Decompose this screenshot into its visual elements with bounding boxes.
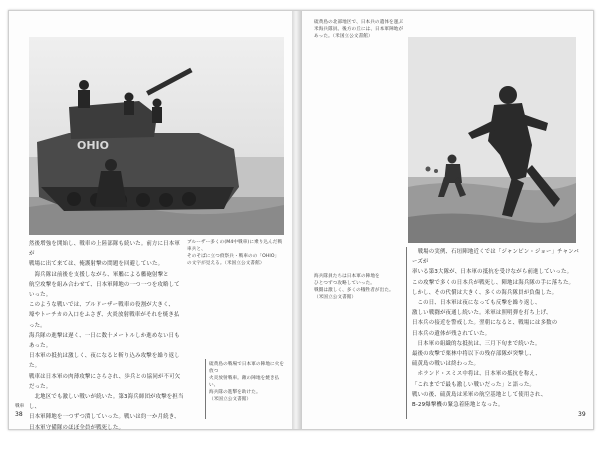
caption-line: ブルーザー多くの(M4中戦車)に乗り込んだ戦車兵と、 — [187, 240, 283, 252]
body-line: 日本兵の遺体が残されていた。 — [412, 330, 491, 337]
caption-line: （米国立公文書館） — [314, 295, 357, 300]
page-number-right: 39 — [578, 411, 586, 418]
body-line: 然後増強を開始し、戦車の上陸部隊も続いた。前方に日本軍が — [29, 241, 180, 258]
body-line: 「これまでで最も激しい戦いだった」と語った。 — [412, 381, 535, 388]
body-line: 率いる第3大隊が、日本軍の抵抗を受けながら前進していった。 — [412, 269, 573, 276]
body-line: 戦いの後、硫黄島は米軍の航空基地として使用され、 — [412, 391, 547, 398]
column-rule — [406, 247, 407, 419]
book-gutter — [292, 11, 302, 429]
soldiers-photo — [408, 37, 576, 243]
caption-line: 火炎放射戦車。敵の陣地を焼き払い、 — [209, 376, 280, 388]
right-top-caption — [314, 19, 404, 40]
body-line: 日本軍陣地を一つずつ潰していった。戦いは約一か月続き、 — [29, 414, 180, 421]
body-line: 海兵隊は前後を支援しながら、軍艦による艦砲射撃と — [29, 271, 169, 278]
body-line: 激しい戦闘が夜通し続いた。米軍は照明弾を打ち上げ、 — [412, 310, 552, 317]
body-line: 日本軍の組織的な抵抗は、三月下旬まで続いた。 — [412, 340, 541, 347]
caption-line: （米国立公文書館） — [209, 397, 252, 402]
body-line: 海兵隊の進撃は遅く、一日に数十メートルしか進めない日もあった。 — [29, 332, 180, 350]
caption-line: あった。（米国立公文書館） — [314, 34, 373, 39]
caption-line: 戦闘は激しく、多くの犠牲者が出た。 — [314, 288, 394, 293]
body-line: 航空攻撃を組み合わせて、日本軍陣地の一つ一つを攻略していった。 — [29, 281, 180, 299]
caption-line: そのそばに立つ偵察兵・戦車のの「OHIO」 — [187, 254, 280, 259]
left-side-caption — [209, 361, 287, 403]
caption-line: 硫黄島の北部地区で、日本兵の遺体を運ぶ — [314, 20, 404, 25]
body-line: ホランド・スミス中将は、日本軍の抵抗を称え、 — [412, 371, 541, 378]
body-line: しかし、その代償は大きく、多くの海兵隊員が負傷した。 — [412, 289, 558, 296]
right-page — [302, 11, 593, 429]
body-line: 硫黄島の戦いは終わった。 — [412, 361, 480, 368]
body-line: 戦場の実例、石垣陣地近くでは「ジャンピン・ジョー」チャンバーズが — [412, 249, 579, 266]
body-line: 日本兵の接近を警戒した。翌朝になると、戦場には多数の — [412, 320, 558, 327]
body-line: 北地区でも激しい戦いが続いた。第3海兵師団が攻撃を担当し、 — [29, 394, 184, 411]
caption-line: 海兵隊の進撃を助けた。 — [209, 390, 261, 395]
caption-line: の文字が見える。（米国立公文書館） — [187, 261, 265, 266]
right-body-text — [412, 247, 582, 410]
body-line: 最後の攻撃で栗林中将以下の残存部隊が突撃し、 — [412, 351, 535, 358]
soldiers-photo-image — [408, 37, 576, 243]
caption-line: ひとつずつ攻略していった。 — [314, 281, 375, 286]
column-rule — [205, 359, 206, 419]
body-line: 戦場に出て来ては、掩護射撃の問題を回避していた。 — [29, 261, 164, 268]
body-line: 日本軍守備隊のほぼ全員が戦死した。 — [29, 424, 125, 431]
page-number-left: 38 — [15, 411, 23, 418]
body-line: 壕やトーチカの入口をふさぎ、火炎放射戦車がそれを焼き払った。 — [29, 312, 180, 329]
caption-line: 海兵隊員たちは日本軍の陣地を — [314, 274, 380, 279]
body-line: このような戦いでは、ブルドーザー戦車の役割が大きく、 — [29, 302, 175, 309]
left-body-text — [29, 239, 185, 433]
tank-name-text: OHIO — [77, 139, 110, 152]
tank-photo-image — [29, 37, 284, 235]
book-spread — [8, 10, 594, 430]
tank-photo — [29, 37, 284, 235]
body-line: この攻撃で多くの日本兵が戦死し、陣地は海兵隊の手に落ちた。 — [412, 279, 575, 286]
right-mid-caption — [314, 273, 404, 301]
body-line: B-29爆撃機の緊急着陸地となった。 — [412, 402, 504, 409]
left-photo-caption — [187, 239, 285, 267]
left-page — [9, 11, 292, 429]
running-head: 戦車 — [15, 404, 25, 409]
body-line: この日、日本軍は夜になっても反撃を繰り返し、 — [412, 300, 541, 307]
caption-line: 硫黄島の戦場で日本軍の陣地に火を放つ — [209, 362, 285, 374]
body-line: 日本軍の抵抗は激しく、夜になると斬り込み攻撃を繰り返した。 — [29, 353, 180, 370]
caption-line: 米海兵隊員。後方の丘には、日本軍陣地が — [314, 27, 404, 32]
body-line: 戦車は日本軍の肉薄攻撃にさらされ、歩兵との協同が不可欠だった。 — [29, 373, 181, 390]
